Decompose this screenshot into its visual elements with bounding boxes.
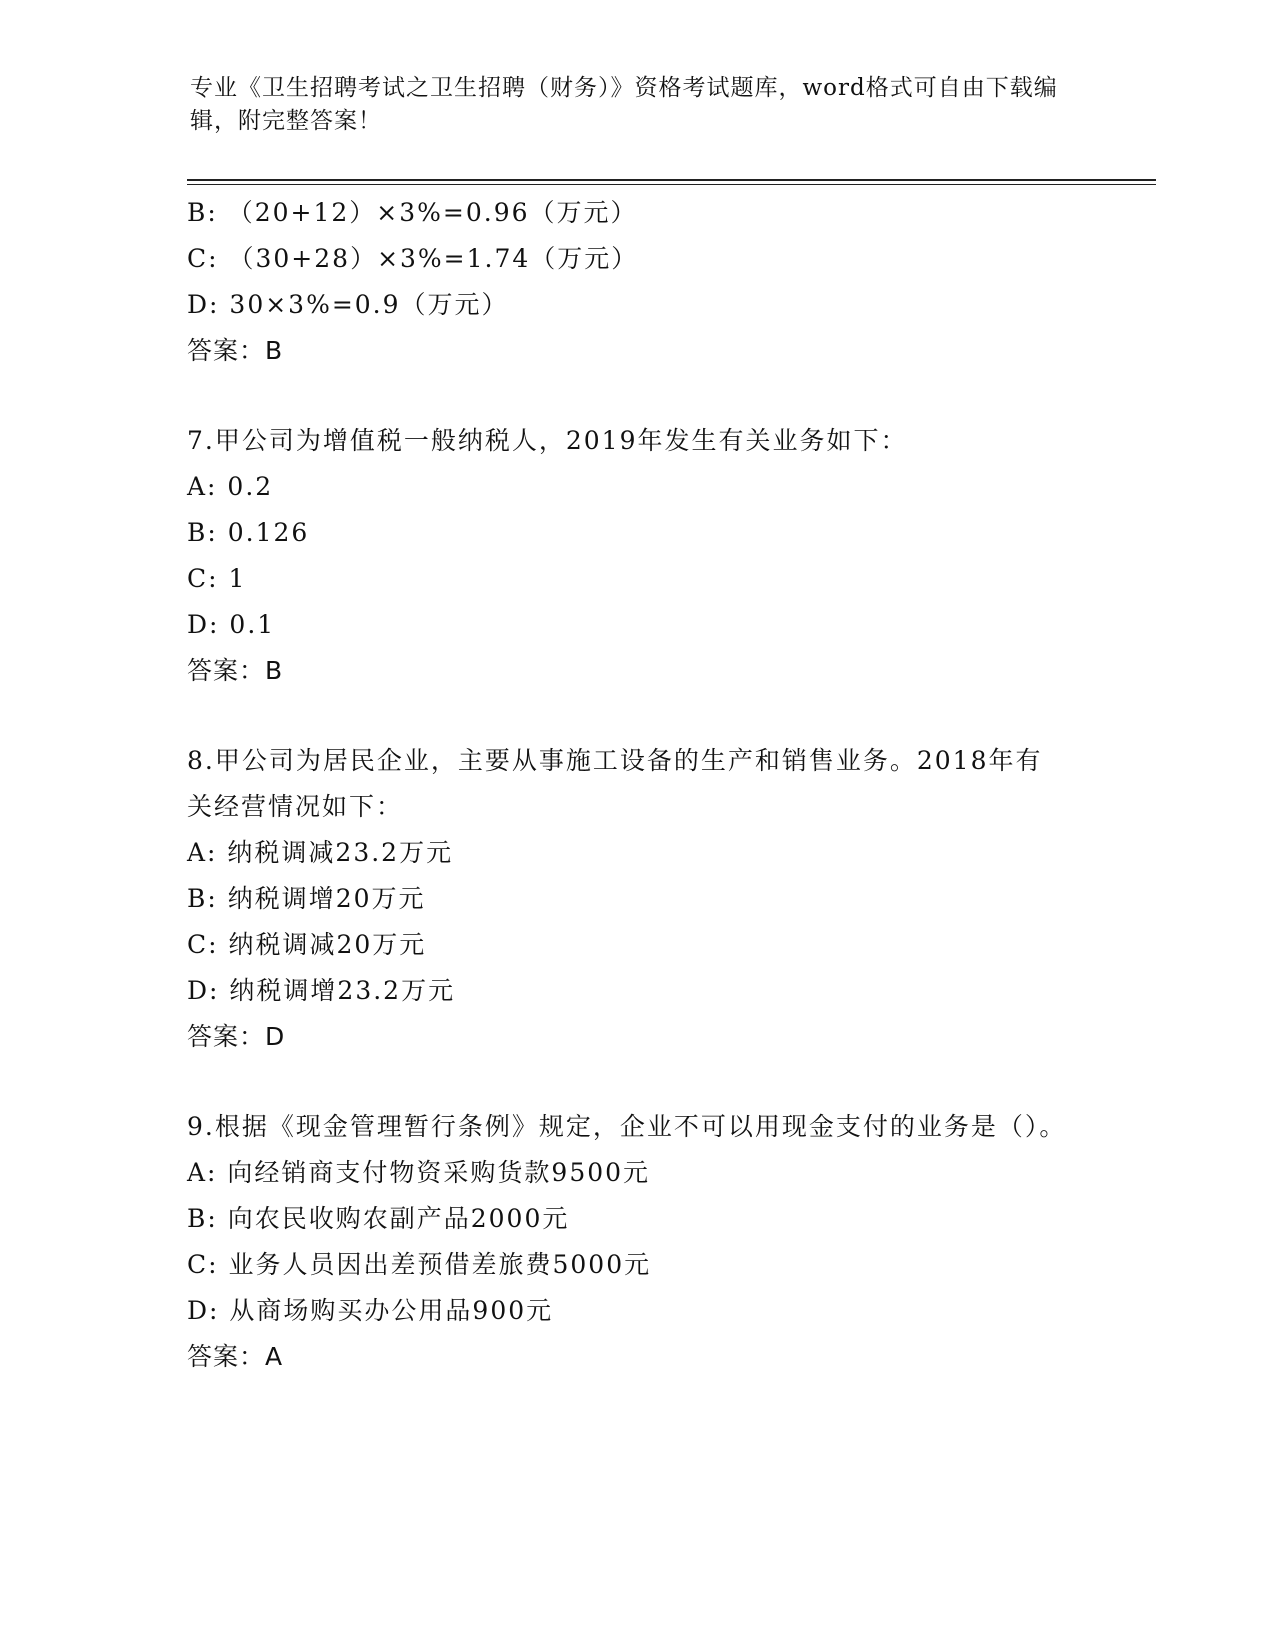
header-rule-thin: [187, 184, 1156, 185]
option-a: A: 0.2: [187, 472, 274, 501]
question-text: 7.甲公司为增值税一般纳税人，2019年发生有关业务如下：: [187, 426, 908, 455]
question-block-8: [187, 738, 1087, 1060]
option-a: A: 纳税调减23.2万元: [187, 838, 454, 867]
spacer: [187, 1060, 1087, 1104]
option-c: C: 业务人员因出差预借差旅费5000元: [187, 1250, 652, 1279]
question-text: 8.甲公司为居民企业，主要从事施工设备的生产和销售业务。2018年有关经营情况如下：: [187, 746, 1043, 821]
option-b: B: 向农民收购农副产品2000元: [187, 1204, 570, 1233]
document-header: 专业《卫生招聘考试之卫生招聘（财务）》资格考试题库，word格式可自由下载编辑，附完整答案！: [190, 75, 1058, 134]
option-c: C: 纳税调减20万元: [187, 930, 427, 959]
question-block-9: [187, 1104, 1087, 1380]
spacer: [187, 694, 1087, 738]
answer-line: 答案：D: [187, 1022, 286, 1051]
option-d: D: 纳税调增23.2万元: [187, 976, 456, 1005]
question-block-previous: [187, 190, 1087, 374]
option-b: B: （20+12）×3%=0.96（万元）: [187, 198, 638, 227]
option-d: D: 从商场购买办公用品900元: [187, 1296, 554, 1325]
question-text: 9.根据《现金管理暂行条例》规定，企业不可以用现金支付的业务是（）。: [187, 1112, 1067, 1141]
option-b: B: 纳税调增20万元: [187, 884, 426, 913]
answer-line: 答案：B: [187, 656, 284, 685]
option-c: C: （30+28）×3%=1.74（万元）: [187, 244, 639, 273]
option-c: C: 1: [187, 564, 247, 593]
header-rule-thick: [187, 179, 1156, 181]
option-a: A: 向经销商支付物资采购货款9500元: [187, 1158, 651, 1187]
question-block-7: [187, 418, 1087, 694]
answer-line: 答案：A: [187, 1342, 284, 1371]
option-b: B: 0.126: [187, 518, 310, 547]
answer-line: 答案：B: [187, 336, 284, 365]
spacer: [187, 374, 1087, 418]
option-d: D: 30×3%=0.9（万元）: [187, 290, 509, 319]
question-list: [187, 190, 1087, 1380]
option-d: D: 0.1: [187, 610, 276, 639]
